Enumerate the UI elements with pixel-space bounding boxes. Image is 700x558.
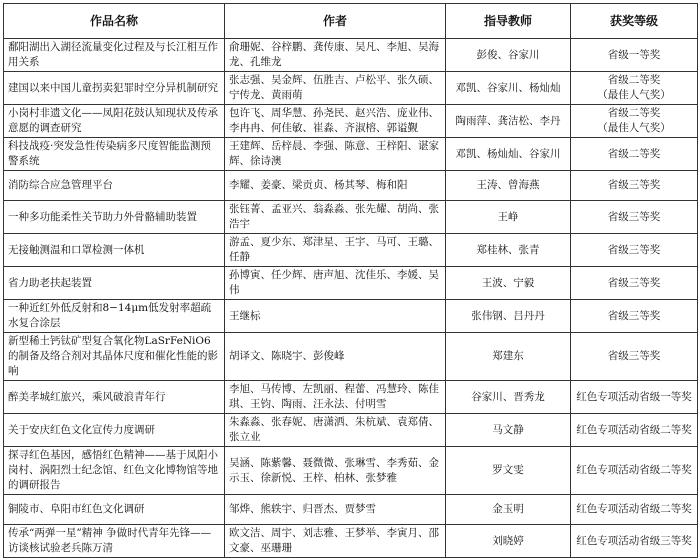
advisor-cell: 陶雨萍、龚洁松、李丹 <box>446 105 571 138</box>
award-cell <box>571 381 698 414</box>
award-level: 省级三等奖 <box>607 309 661 322</box>
advisor-cell: 张伟钢、吕丹丹 <box>446 300 571 333</box>
work-title-cell: 新型稀土钙钛矿型复合氧化物LaSrFeNiO6的制备及络合剂对其晶体尺度和催化性能的影响 <box>4 333 225 381</box>
authors-cell: 孙博寅、任少辉、唐声旭、沈佳乐、李媛、吴伟 <box>225 267 446 300</box>
advisor-cell: 邓凯、杨灿灿、谷家川 <box>446 138 571 171</box>
advisor-cell: 王涛、曾海燕 <box>446 171 571 201</box>
work-title-cell: 一种多功能柔性关节助力外骨骼辅助装置 <box>4 201 225 234</box>
award-level: 省级三等奖 <box>607 350 661 362</box>
table-row <box>4 138 698 171</box>
authors-cell: 游孟、夏少东、郑津星、王宇、马可、王璐、任静 <box>225 234 446 267</box>
authors-cell: 欧文洁、周宇、刘志雅、王梦举、李寅月、邵文豪、巫珊珊 <box>225 525 446 558</box>
authors-cell: 朱淼淼、张春妮、唐潇洒、朱杭斌、袁郑倩、张立业 <box>225 414 446 447</box>
table-row <box>4 300 698 333</box>
award-level: 省级三等奖 <box>607 276 661 289</box>
award-cell <box>571 201 698 234</box>
table-row <box>4 381 698 414</box>
authors-cell: 俞珊妮、谷梓鹏、龚传康、吴凡、李旭、吴海龙、孔维龙 <box>225 39 446 72</box>
table-row <box>4 525 698 558</box>
award-level: 省级三等奖 <box>607 243 661 256</box>
table-body <box>4 39 698 558</box>
table-row <box>4 201 698 234</box>
work-title-cell: 关于安庆红色文化宣传力度调研 <box>4 414 225 447</box>
table-row <box>4 495 698 525</box>
award-cell <box>571 267 698 300</box>
authors-cell: 胡译文、陈晓宇、彭俊峰 <box>225 333 446 381</box>
advisor-cell: 谷家川、晋秀龙 <box>446 381 571 414</box>
advisor-cell: 王峥 <box>446 201 571 234</box>
authors-cell: 王建辉、岳梓晨、李强、陈意、王梓阳、谌家辉、徐诗澳 <box>225 138 446 171</box>
header-award: 获奖等级 <box>571 4 698 39</box>
authors-cell: 吴涵、陈紫馨、聂微微、张琳雪、李秀茹、金示玉、徐新悦、王梓、柏林、张梦雅 <box>225 447 446 495</box>
work-title-cell: 建国以来中国儿童拐卖犯罪时空分异机制研究 <box>4 72 225 105</box>
award-level: 省级三等奖 <box>607 210 661 223</box>
authors-cell: 包许飞、周华慧、孙尧民、赵兴浩、庞业伟、李冉冉、何佳敏、崔淼、齐淑榕、郭谥觐 <box>225 105 446 138</box>
advisor-cell: 罗文雯 <box>446 447 571 495</box>
award-level: 红色专项活动省级三等奖 <box>576 534 692 547</box>
award-cell <box>571 300 698 333</box>
authors-cell: 李旭、马传博、左凯丽、程蕾、冯慧玲、陈佳琪、王钧、陶雨、汪永法、付明雪 <box>225 381 446 414</box>
award-level: （最佳人气奖） <box>597 89 671 101</box>
work-title-cell: 探寻红色基因，感悟红色精神——基于凤阳小岗村、涡阳烈士纪念馆、红色文化博物馆等地的调研报告 <box>4 447 225 495</box>
authors-cell: 李耀、姜豪、梁贡贞、杨其琴、梅和阳 <box>225 171 446 201</box>
award-cell <box>571 414 698 447</box>
advisor-cell: 马文静 <box>446 414 571 447</box>
authors-cell: 张钰菁、孟亚兴、翁淼淼、张先耀、胡尚、张浩宇 <box>225 201 446 234</box>
advisor-cell: 王波、宁毅 <box>446 267 571 300</box>
table-row <box>4 333 698 381</box>
work-title-cell: 传承“两弹一星”精神 争做时代青年先锋——访谈核试验老兵陈万清 <box>4 525 225 558</box>
table-row <box>4 414 698 447</box>
award-level: 红色专项活动省级二等奖 <box>576 503 692 515</box>
award-level: 红色专项活动省级二等奖 <box>576 464 692 476</box>
award-cell <box>571 39 698 72</box>
table-row <box>4 39 698 72</box>
table-row <box>4 447 698 495</box>
award-cell <box>571 171 698 201</box>
work-title-cell: 醉美孝城红旅兴，乘风破浪青年行 <box>4 381 225 414</box>
table-row <box>4 171 698 201</box>
award-level: 省级三等奖 <box>607 179 661 191</box>
advisor-cell: 刘晓婷 <box>446 525 571 558</box>
table-row <box>4 72 698 105</box>
header-row <box>4 4 698 39</box>
work-title-cell: 消防综合应急管理平台 <box>4 171 225 201</box>
work-title-cell: 省力助老扶起装置 <box>4 267 225 300</box>
award-cell <box>571 525 698 558</box>
advisor-cell: 彭俊、谷家川 <box>446 39 571 72</box>
table-row <box>4 105 698 138</box>
work-title-cell: 一种近红外低反射和8−14μm低发射率超疏水复合涂层 <box>4 300 225 333</box>
award-level: （最佳人气奖） <box>597 122 671 134</box>
work-title-cell: 科技战疫·突发急性传染病多尺度智能监测预警系统 <box>4 138 225 171</box>
award-cell <box>571 495 698 525</box>
award-cell <box>571 234 698 267</box>
advisor-cell: 郑建东 <box>446 333 571 381</box>
award-level: 省级一等奖 <box>607 48 661 61</box>
award-level: 省级二等奖 <box>607 107 661 119</box>
header-title: 作品名称 <box>4 4 225 39</box>
advisor-cell: 邓凯、谷家川、杨灿灿 <box>446 72 571 105</box>
authors-cell: 邹烨、熊轶宇、归晋杰、贾梦雪 <box>225 495 446 525</box>
award-level: 省级二等奖 <box>607 147 661 160</box>
work-title-cell: 铜陵市、阜阳市红色文化调研 <box>4 495 225 525</box>
award-cell <box>571 447 698 495</box>
awards-table <box>3 3 698 558</box>
award-level: 省级二等奖 <box>607 74 661 86</box>
work-title-cell: 小岗村非遗文化——凤阳花鼓认知现状及传承意愿的调查研究 <box>4 105 225 138</box>
table-row <box>4 267 698 300</box>
work-title-cell: 无接触测温和口罩检测一体机 <box>4 234 225 267</box>
award-cell <box>571 105 698 138</box>
award-level: 红色专项活动省级二等奖 <box>576 423 692 436</box>
header-authors: 作者 <box>225 4 446 39</box>
award-level: 红色专项活动省级一等奖 <box>576 390 692 403</box>
award-cell <box>571 72 698 105</box>
table-row <box>4 234 698 267</box>
authors-cell: 王继标 <box>225 300 446 333</box>
authors-cell: 张志强、吴金辉、伍胜吉、卢松平、张久硕、宁传龙、黄雨萌 <box>225 72 446 105</box>
header-advisor: 指导教师 <box>446 4 571 39</box>
advisor-cell: 金玉明 <box>446 495 571 525</box>
award-cell <box>571 138 698 171</box>
advisor-cell: 郑桂林、张青 <box>446 234 571 267</box>
award-cell <box>571 333 698 381</box>
work-title-cell: 鄱阳湖出入湖径流量变化过程及与长江相互作用关系 <box>4 39 225 72</box>
